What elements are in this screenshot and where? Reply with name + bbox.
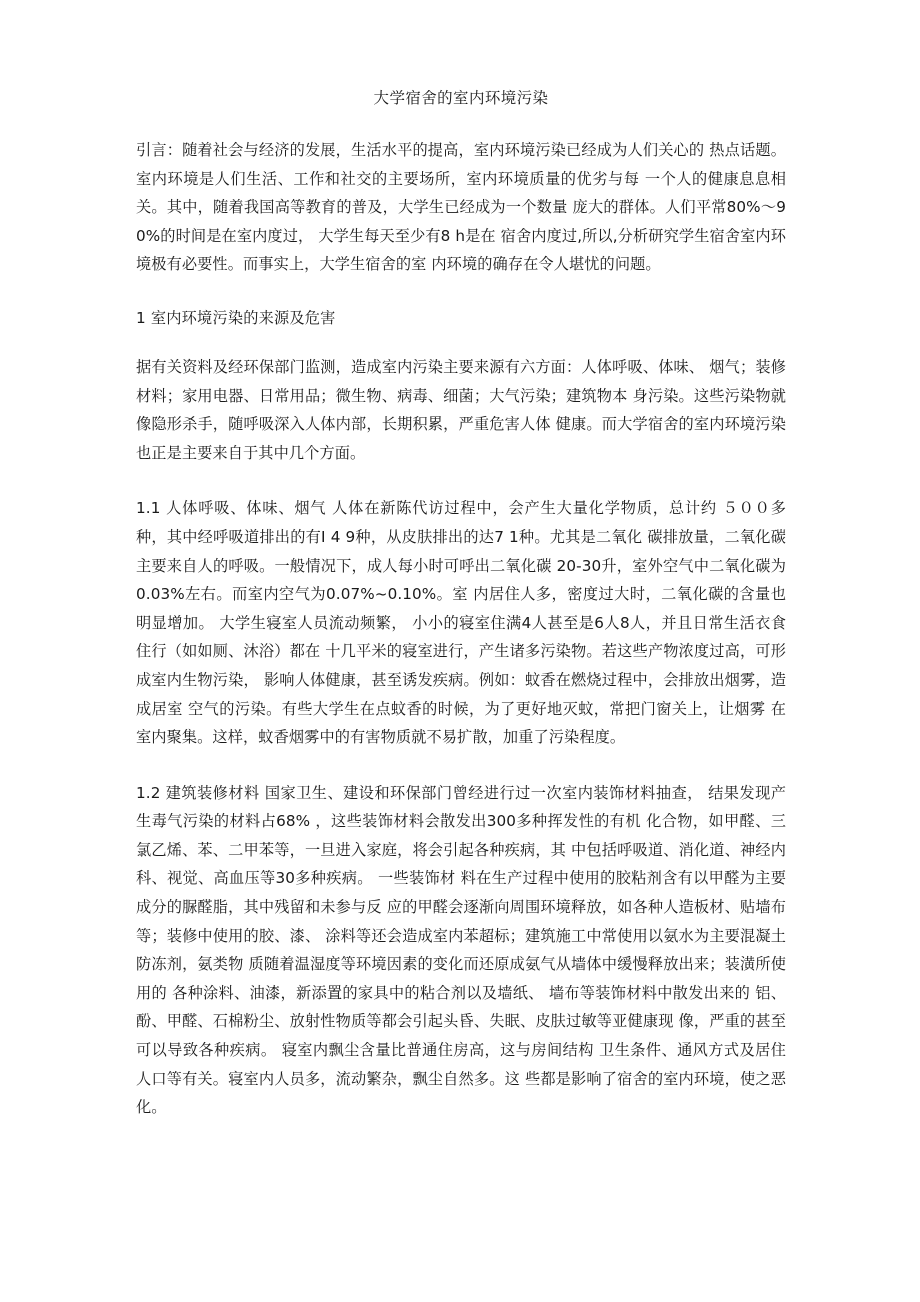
paragraph-section-1-1-human-respiration: 1.1 人体呼吸、体味、烟气 人体在新陈代访过程中，会产生大量化学物质，总计约 ５００多种，其中经呼吸道排出的有I 4 9种，从皮肤排出的达7 1种。尤其是二氧化 碳排放量，二氧化碳主要来自人的呼吸。一般情况下，成人每小时可呼出二氧化碳 20-30升，室外空气中二氧化碳为0.03%左右。而室内空气为0.07%~0.10%。室 内居住人多，密度过大时，二氧化碳的含量也明显增加。 大学生寝室人员流动频繁， 小小的寝室住满4人甚至是6人8人，并且日常生活衣食住行（如如厕、沐浴）都在 十几平米的寝室进行，产生诸多污染物。若这些产物浓度过高，可形成室内生物污染， 影响人体健康，甚至诱发疾病。例如：蚊香在燃烧过程中，会排放出烟雾，造成居室 空气的污染。有些大学生在点蚊香的时候，为了更好地灭蚊，常把门窗关上，让烟雾 在室内聚集。这样，蚊香烟雾中的有害物质就不易扩散，加重了污染程度。 bbox=[136, 499, 786, 747]
paragraph-section-1-2-building-materials: 1.2 建筑装修材料 国家卫生、建设和环保部门曾经进行过一次室内装饰材料抽查， 结果发现产生毒气污染的材料占68% ，这些装饰材料会散发出300多种挥发性的有机 化合物，如甲醛、三氯乙烯、苯、二甲苯等，一旦进入家庭，将会引起各种疾病，其 中包括呼吸道、消化道、神经内科、视觉、高血压等30多种疾病。 一些装饰材 料在生产过程中使用的胶粘剂含有以甲醛为主要成分的脲醛脂，其中残留和未参与反 应的甲醛会逐渐向周围环境释放，如各种人造板材、贴墙布等；装修中使用的胶、漆、 涂料等还会造成室内苯超标；建筑施工中常使用以氨水为主要混凝土防冻剂，氨类物 质随着温湿度等环境因素的变化而还原成氨气从墙体中缓慢释放出来；装潢所使用的 各种涂料、油漆，新添置的家具中的粘合剂以及墙纸、 墙布等装饰材料中散发出来的 铝、 酚、甲醛、石棉粉尘、放射性物质等都会引起头昏、失眠、皮肤过敏等亚健康现 像，严重的甚至可以导致各种疾病。 寝室内飘尘含量比普通住房高，这与房间结构 卫生条件、通风方式及居住人口等有关。寝室内人员多，流动繁杂，飘尘自然多。这 些都是影响了宿舍的室内环境，使之恶化。 bbox=[136, 783, 786, 1117]
document-content bbox=[136, 86, 786, 1122]
section-heading-1: 1 室内环境污染的来源及危害 bbox=[136, 308, 336, 327]
page-title: 大学宿舍的室内环境污染 bbox=[373, 89, 549, 107]
paragraph-introduction: 引言：随着社会与经济的发展，生活水平的提高，室内环境污染已经成为人们关心的 热点话题。室内环境是人们生活、工作和社交的主要场所，室内环境质量的优劣与每 一个人的健康息息相关。其中，随着我国高等教育的普及，大学生已经成为一个数量 庞大的群体。人们平常80%～90%的时间是在室内度过， 大学生每天至少有8 h是在 宿舍内度过,所以,分析研究学生宿舍室内环境极有必要性。而事实上，大学生宿舍的室 内环境的确存在令人堪忧的问题。 bbox=[136, 141, 786, 274]
paragraph-pollution-sources: 据有关资料及经环保部门监测，造成室内污染主要来源有六方面：人体呼吸、体味、 烟气；装修材料；家用电器、日常用品；微生物、病毒、细菌；大气污染；建筑物本 身污染。这些污染物就像隐形杀手，随呼吸深入人体内部，长期积累，严重危害人体 健康。而大学宿舍的室内环境污染也正是主要来自于其中几个方面。 bbox=[136, 357, 786, 462]
